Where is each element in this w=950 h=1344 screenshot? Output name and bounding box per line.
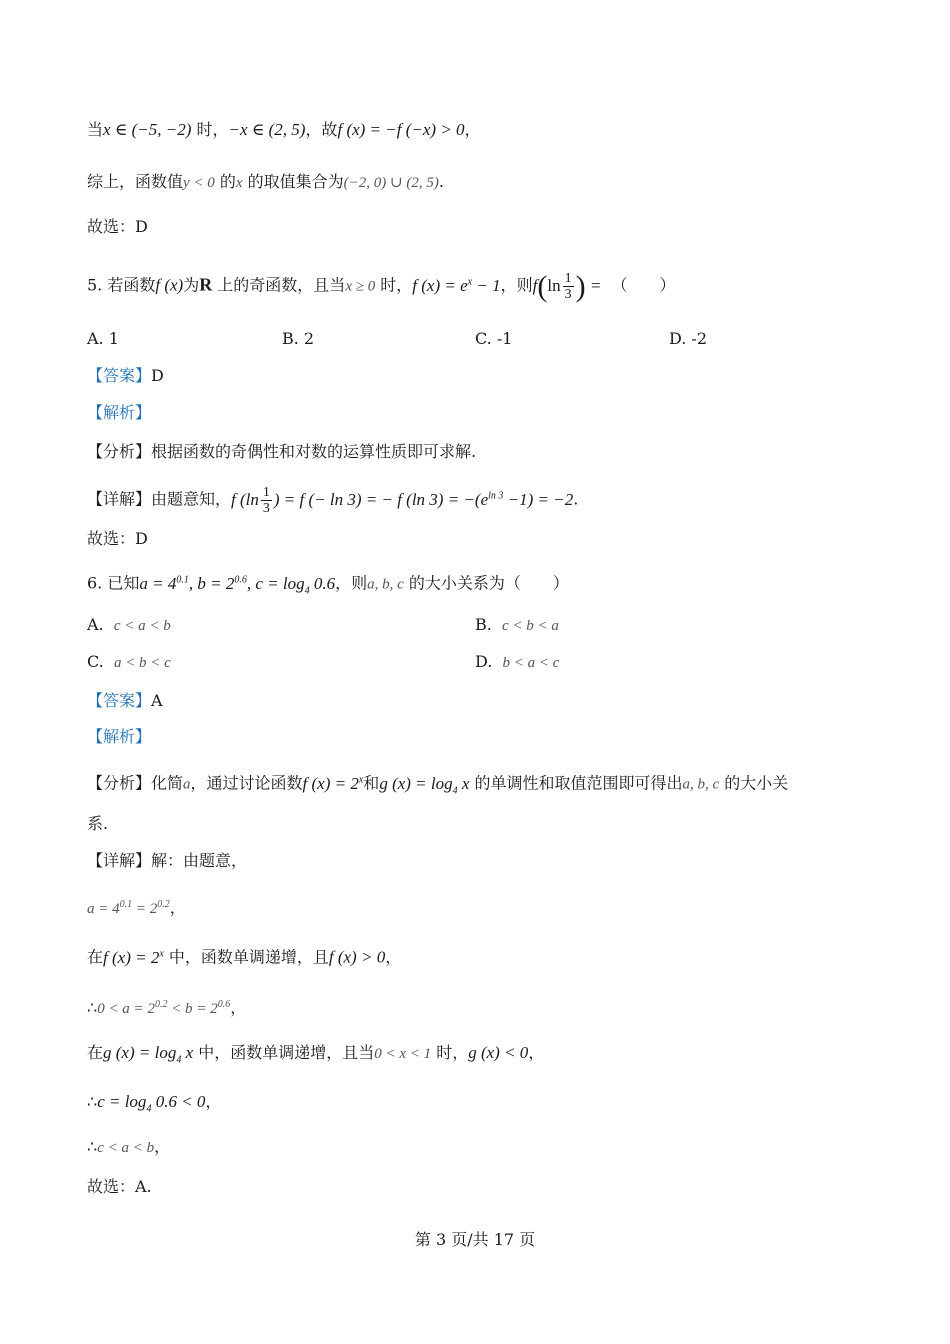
page-footer: 第 3 页/共 17 页: [414, 1230, 536, 1249]
analysis: 【分析】根据函数的奇偶性和对数的运算性质即可求解.: [87, 442, 477, 461]
text: 的大小关: [719, 773, 789, 793]
text: 当: [87, 120, 104, 139]
step-4: [87, 1041, 544, 1072]
text: 【详解】由题意知，: [87, 489, 232, 509]
text: ，: [154, 1137, 171, 1156]
math: c < b < a: [502, 618, 559, 634]
text: ，: [464, 120, 481, 139]
option-label: B.: [475, 615, 492, 634]
text: ，: [169, 898, 186, 917]
option-label: D.: [475, 652, 493, 671]
math-part: f (ln: [231, 489, 259, 509]
option-a: A. 1: [87, 329, 119, 348]
fraction: [261, 485, 272, 516]
text: .: [438, 172, 444, 191]
text: ，故: [305, 120, 338, 139]
math-sup: x: [159, 948, 164, 959]
math-part: ln: [547, 275, 561, 295]
answer: [87, 689, 163, 713]
math-sup: x: [358, 774, 364, 785]
math: [303, 774, 364, 793]
math: [532, 269, 602, 303]
math-part: =: [585, 275, 602, 295]
option-d: [475, 650, 559, 675]
paren-right: ): [575, 269, 586, 303]
answer-select: 故选：A.: [87, 1177, 152, 1196]
text: 的单调性和取值范围即可得出: [469, 773, 683, 793]
answer-select: 故选：D: [87, 217, 148, 236]
math: (−2, 0) ∪ (2, 5): [343, 175, 439, 191]
text: 5. 若函数: [87, 275, 156, 295]
answer-value: A: [151, 691, 163, 710]
question-5: [87, 262, 676, 307]
text: 时，: [431, 1043, 469, 1062]
fraction: [563, 271, 574, 302]
math-part: , c = log: [246, 573, 305, 593]
math: [379, 773, 470, 797]
math: f (x): [155, 275, 184, 295]
math-part: f (x) = 2: [302, 773, 359, 793]
text: ，: [385, 947, 402, 967]
math-part: 0.6 < 0: [151, 1092, 206, 1111]
math: a: [183, 776, 191, 793]
text-line: [87, 170, 444, 195]
math-sup: 0.2: [157, 899, 170, 910]
text: 【分析】化简: [87, 773, 184, 793]
text: 和: [363, 773, 380, 793]
option-d: D. -2: [669, 329, 708, 348]
text: 综上，函数值: [87, 172, 184, 191]
answer-label: 【答案】: [87, 366, 152, 385]
answer-select: 故选：D: [87, 529, 148, 548]
math-part: a = 4: [87, 901, 120, 917]
math-part: x: [457, 773, 470, 793]
math-part: < b = 2: [167, 1001, 218, 1017]
text: 的取值集合为: [242, 172, 344, 191]
math-part: ) = f (− ln 3) = − f (ln 3) = −(e: [273, 489, 489, 509]
math-part: f (x) = e: [412, 275, 468, 295]
jiexi-label: 【解析】: [87, 403, 152, 422]
fraction-den: 3: [262, 501, 270, 517]
analysis-cont: 系.: [87, 814, 109, 833]
math: f (x) = −f (−x) > 0: [337, 120, 465, 139]
step-5: [87, 1090, 221, 1121]
detail: 【详解】解：由题意，: [87, 851, 248, 870]
text: 中，函数单调递增，且当: [193, 1043, 375, 1062]
math: −x ∈ (2, 5): [228, 120, 306, 139]
step-2: [87, 942, 401, 970]
math: 0 < x < 1: [374, 1046, 432, 1062]
math: a < b < c: [113, 655, 171, 671]
math: [231, 485, 574, 517]
fraction-num: 1: [564, 271, 572, 287]
math-sup: 0.1: [119, 899, 133, 910]
step-1: [87, 893, 186, 921]
jiexi-label: 【解析】: [87, 727, 152, 746]
math-sup: 0.2: [154, 999, 168, 1010]
option-b: B. 2: [282, 329, 315, 348]
detail: [87, 478, 578, 518]
math: c < a < b: [113, 618, 171, 634]
text: ，: [528, 1043, 545, 1062]
answer-label: 【答案】: [87, 691, 152, 710]
option-label: A.: [87, 615, 104, 634]
math: [97, 1001, 230, 1017]
math-part: 0 < a = 2: [97, 1001, 155, 1017]
math-sup: x: [467, 276, 473, 287]
math-part: g (x) = log: [103, 1043, 177, 1062]
math: x: [235, 175, 243, 191]
option-b: [475, 613, 559, 638]
math: g (x) < 0: [468, 1043, 529, 1062]
text: （ ）: [611, 275, 676, 295]
fraction-num: 1: [262, 485, 270, 501]
math: [97, 1092, 206, 1115]
math-part: g (x) = log: [379, 773, 453, 793]
math: [103, 1043, 194, 1066]
math-sub: 4: [452, 785, 458, 797]
text: 6. 已知: [87, 573, 140, 593]
math-sub: 4: [304, 585, 310, 597]
math-part: −1) = −2: [503, 489, 574, 509]
text-line: [87, 118, 481, 142]
step-3: [87, 993, 246, 1021]
math-sub: 4: [146, 1103, 152, 1115]
text: ∴: [87, 998, 98, 1017]
math-part: x: [181, 1043, 194, 1062]
math: c < a < b: [97, 1140, 155, 1156]
answer-value: D: [151, 366, 164, 385]
text: ，: [230, 998, 247, 1017]
math: x ≥ 0: [345, 278, 376, 295]
step-6: [87, 1135, 170, 1160]
math-sup: 0.6: [217, 999, 231, 1010]
math: [103, 948, 164, 967]
text: 的: [214, 172, 236, 191]
math: a, b, c: [682, 776, 720, 793]
text: ，: [205, 1092, 222, 1111]
question-6: [87, 568, 569, 603]
paren-left: (: [537, 269, 548, 303]
math-sub: 4: [176, 1054, 182, 1066]
answer: [87, 364, 164, 388]
option-label: C.: [87, 652, 104, 671]
math: [139, 573, 336, 597]
math: y < 0: [183, 175, 215, 191]
text: ∴: [87, 1092, 98, 1111]
math: [87, 901, 170, 917]
math-bold-R: R: [199, 274, 213, 295]
text: ，则: [335, 573, 368, 593]
math: f (x) > 0: [328, 947, 386, 967]
analysis: [87, 768, 788, 803]
text: .: [573, 489, 579, 509]
math-part: f: [532, 275, 538, 295]
math-sup: 0.1: [176, 574, 189, 585]
text: ∴: [87, 1137, 98, 1156]
text: 中，函数单调递增，且: [163, 947, 329, 967]
math-part: a = 4: [139, 573, 177, 593]
math: [412, 276, 500, 295]
text: ，通过讨论函数: [190, 773, 303, 793]
text: 时，: [191, 120, 229, 139]
math-part: , b = 2: [188, 573, 235, 593]
math: x ∈ (−5, −2): [103, 120, 192, 139]
math: b < a < c: [502, 655, 560, 671]
option-c: C. -1: [475, 329, 513, 348]
option-a: [87, 613, 171, 638]
math-sup: 0.6: [234, 574, 247, 585]
math-part: f (x) = 2: [103, 947, 160, 967]
fraction-den: 3: [564, 287, 572, 303]
math-sup: ln 3: [488, 490, 504, 501]
option-c: [87, 650, 171, 675]
text: 上的奇函数，且当: [212, 275, 346, 295]
math: a, b, c: [367, 576, 404, 593]
text: 在: [87, 947, 104, 967]
text: ，则: [500, 275, 533, 295]
math-part: = 2: [132, 901, 158, 917]
math-part: − 1: [472, 275, 501, 295]
text: 的大小关系为（ ）: [403, 573, 569, 593]
text: 时，: [375, 275, 413, 295]
math-part: c = log: [97, 1092, 147, 1111]
text: 为: [183, 275, 200, 295]
text: 在: [87, 1043, 104, 1062]
math-part: 0.6: [309, 573, 336, 593]
